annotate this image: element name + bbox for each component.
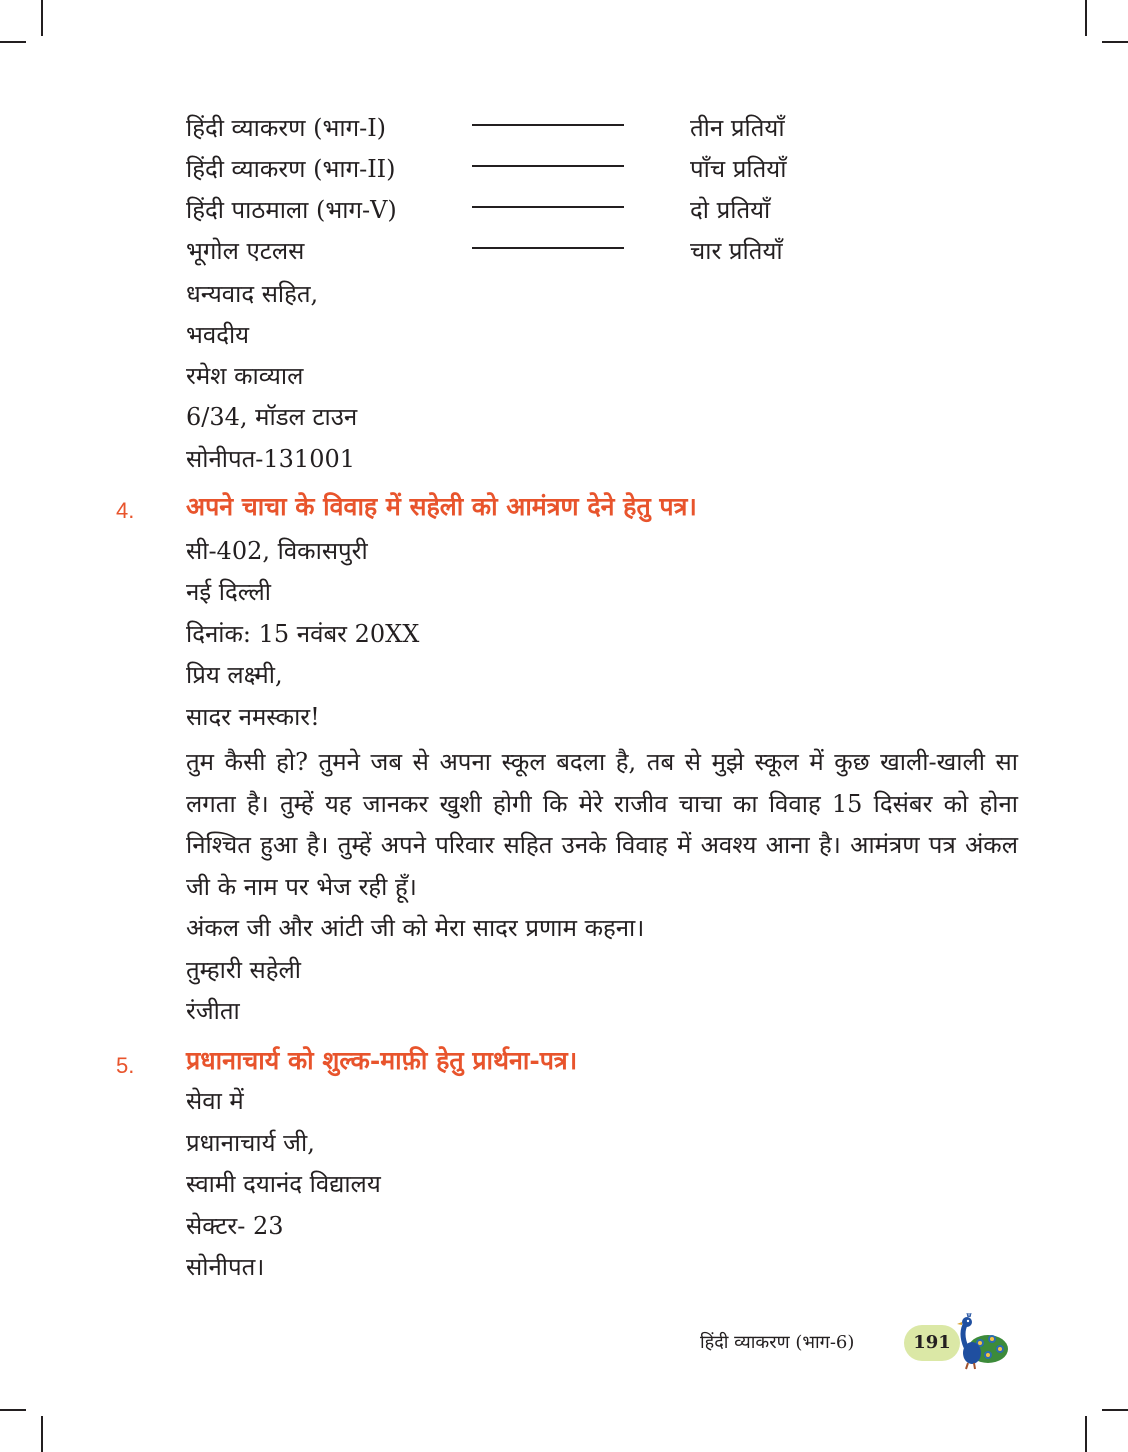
recipient-title: प्रधानाचार्य जी, — [186, 1129, 315, 1157]
sender-address: सी-402, विकासपुरी — [186, 537, 368, 565]
crop-mark — [41, 1416, 43, 1452]
book-quantity: दो प्रतियाँ — [690, 196, 771, 224]
question-heading: प्रधानाचार्य को शुल्क-माफ़ी हेतु प्रार्थना-पत्र। — [186, 1046, 578, 1075]
book-name: हिंदी व्याकरण (भाग-I) — [186, 114, 387, 142]
question-number: 4. — [116, 498, 135, 523]
school-city: सोनीपत। — [186, 1253, 265, 1281]
sender-city: नई दिल्ली — [186, 578, 272, 606]
book-name: हिंदी व्याकरण (भाग-II) — [186, 155, 396, 183]
letter-regards-line: अंकल जी और आंटी जी को मेरा सादर प्रणाम कहना। — [186, 914, 645, 942]
footer-book-title: हिंदी व्याकरण (भाग-6) — [700, 1332, 855, 1353]
peacock-icon — [950, 1313, 1012, 1375]
letter-line: सेवा में — [186, 1087, 244, 1115]
letter-signoff: भवदीय — [186, 321, 250, 349]
letter-sender-name: रमेश काव्याल — [186, 362, 304, 390]
crop-mark — [1102, 41, 1128, 43]
crop-mark — [41, 0, 43, 36]
letter-sender-city: सोनीपत-131001 — [186, 445, 356, 473]
school-name: स्वामी दयानंद विद्यालय — [186, 1170, 381, 1198]
book-quantity: पाँच प्रतियाँ — [690, 155, 787, 183]
letter-date: दिनांक: 15 नवंबर 20XX — [186, 620, 420, 648]
letter-body: तुम कैसी हो? तुमने जब से अपना स्कूल बदला है, तब से मुझे स्कूल में कुछ खाली-खाली सा लगता है। तुम्हें यह जानकर खुशी होगी कि मेरे राजीव चाचा का विवाह 15 दिसंबर को होना निश्चित हुआ है। तुम्हें अपने परिवार सहित उनके विवाह में अवश्य आना है। आमंत्रण पत्र अंकल जी के नाम पर भेज रही हूँ। — [186, 748, 1018, 901]
book-quantity: चार प्रतियाँ — [690, 237, 783, 265]
crop-mark — [1085, 0, 1087, 36]
crop-mark — [1102, 1409, 1128, 1411]
crop-mark — [0, 41, 26, 43]
crop-mark — [1085, 1416, 1087, 1452]
question-heading: अपने चाचा के विवाह में सहेली को आमंत्रण देने हेतु पत्र। — [186, 492, 697, 521]
dash-line — [472, 206, 624, 208]
greeting: सादर नमस्कार! — [186, 703, 320, 731]
book-quantity: तीन प्रतियाँ — [690, 114, 785, 142]
page-number: 191 — [904, 1325, 960, 1361]
dash-line — [472, 247, 624, 249]
letter-closing: तुम्हारी सहेली — [186, 956, 302, 984]
letter-sender-address: 6/34, मॉडल टाउन — [186, 403, 358, 431]
school-sector: सेक्टर- 23 — [186, 1212, 284, 1240]
dash-line — [472, 165, 624, 167]
question-number: 5. — [116, 1053, 135, 1078]
book-name: हिंदी पाठमाला (भाग-V) — [186, 196, 397, 224]
dash-line — [472, 124, 624, 126]
book-name: भूगोल एटलस — [186, 237, 305, 265]
salutation: प्रिय लक्ष्मी, — [186, 661, 283, 689]
letter-thanks: धन्यवाद सहित, — [186, 280, 319, 308]
letter-signature: रंजीता — [186, 997, 240, 1025]
crop-mark — [0, 1409, 26, 1411]
